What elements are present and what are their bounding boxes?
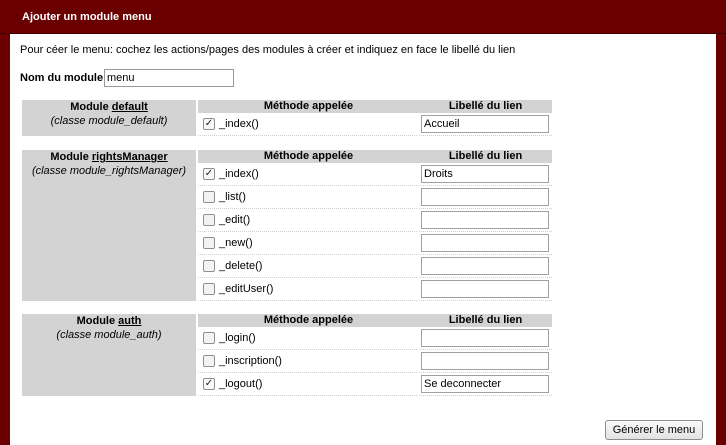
module-name-link: default bbox=[111, 101, 148, 113]
method-label: _inscription() bbox=[219, 355, 282, 367]
method-checkbox[interactable] bbox=[203, 260, 215, 272]
method-label: _index() bbox=[219, 118, 259, 130]
method-label: _logout() bbox=[219, 378, 263, 390]
method-row bbox=[198, 232, 552, 255]
link-label-input[interactable] bbox=[421, 329, 549, 347]
method-row bbox=[198, 209, 552, 232]
method-row bbox=[198, 373, 552, 396]
method-checkbox[interactable] bbox=[203, 237, 215, 249]
link-label-input[interactable] bbox=[421, 188, 549, 206]
module-block-default bbox=[22, 100, 552, 136]
module-name-input[interactable] bbox=[104, 69, 234, 87]
module-info bbox=[22, 100, 196, 136]
module-class: (classe module_auth) bbox=[56, 329, 162, 341]
module-title: Module rightsManager bbox=[50, 151, 168, 163]
method-checkbox[interactable] bbox=[203, 191, 215, 203]
column-header-label: Libellé du lien bbox=[419, 150, 552, 163]
method-label: _login() bbox=[219, 332, 256, 344]
method-label: _index() bbox=[219, 168, 259, 180]
page-title: Ajouter un module menu bbox=[22, 11, 152, 23]
module-name-link: auth bbox=[118, 315, 142, 327]
module-class: (classe module_default) bbox=[50, 115, 168, 127]
method-checkbox[interactable]: ✓ bbox=[204, 168, 214, 179]
module-title: Module default bbox=[70, 101, 148, 113]
link-label-input[interactable] bbox=[421, 211, 549, 229]
intro-text: Pour céer le menu: cochez les actions/pages des modules à créer et indiquez en face le libellé du lien bbox=[20, 44, 516, 56]
column-header-label: Libellé du lien bbox=[419, 100, 552, 113]
link-label-input[interactable] bbox=[421, 280, 549, 298]
method-label: _editUser() bbox=[219, 283, 274, 295]
method-label: _edit() bbox=[219, 214, 251, 226]
link-label-input[interactable] bbox=[421, 257, 549, 275]
column-header-method: Méthode appelée bbox=[198, 100, 419, 113]
method-checkbox[interactable] bbox=[203, 283, 215, 295]
method-checkbox[interactable] bbox=[203, 355, 215, 367]
method-row bbox=[198, 186, 552, 209]
method-checkbox[interactable] bbox=[203, 332, 215, 344]
module-block-rightsmanager bbox=[22, 150, 552, 301]
method-label: _new() bbox=[219, 237, 253, 249]
link-label-input[interactable] bbox=[421, 165, 549, 183]
method-row bbox=[198, 278, 552, 301]
link-label-input[interactable] bbox=[421, 115, 549, 133]
module-info bbox=[22, 150, 196, 301]
method-row bbox=[198, 350, 552, 373]
method-checkbox[interactable]: ✓ bbox=[204, 118, 214, 129]
method-row bbox=[198, 255, 552, 278]
module-class: (classe module_rightsManager) bbox=[31, 165, 187, 177]
module-block-auth bbox=[22, 314, 552, 396]
module-info bbox=[22, 314, 196, 396]
column-header-method: Méthode appelée bbox=[198, 314, 419, 327]
method-row bbox=[198, 327, 552, 350]
method-label: _list() bbox=[219, 191, 246, 203]
module-name-link: rightsManager bbox=[91, 151, 168, 163]
module-title: Module auth bbox=[76, 315, 142, 327]
link-label-input[interactable] bbox=[421, 352, 549, 370]
column-header-method: Méthode appelée bbox=[198, 150, 419, 163]
method-checkbox[interactable] bbox=[203, 214, 215, 226]
generate-menu-button[interactable]: Générer le menu bbox=[605, 420, 703, 440]
method-row bbox=[198, 163, 552, 186]
method-row bbox=[198, 113, 552, 136]
module-name-label: Nom du module bbox=[20, 72, 104, 84]
method-checkbox[interactable]: ✓ bbox=[204, 378, 214, 389]
method-label: _delete() bbox=[219, 260, 263, 272]
link-label-input[interactable] bbox=[421, 375, 549, 393]
page-title-bar bbox=[0, 0, 726, 34]
column-header-label: Libellé du lien bbox=[419, 314, 552, 327]
link-label-input[interactable] bbox=[421, 234, 549, 252]
